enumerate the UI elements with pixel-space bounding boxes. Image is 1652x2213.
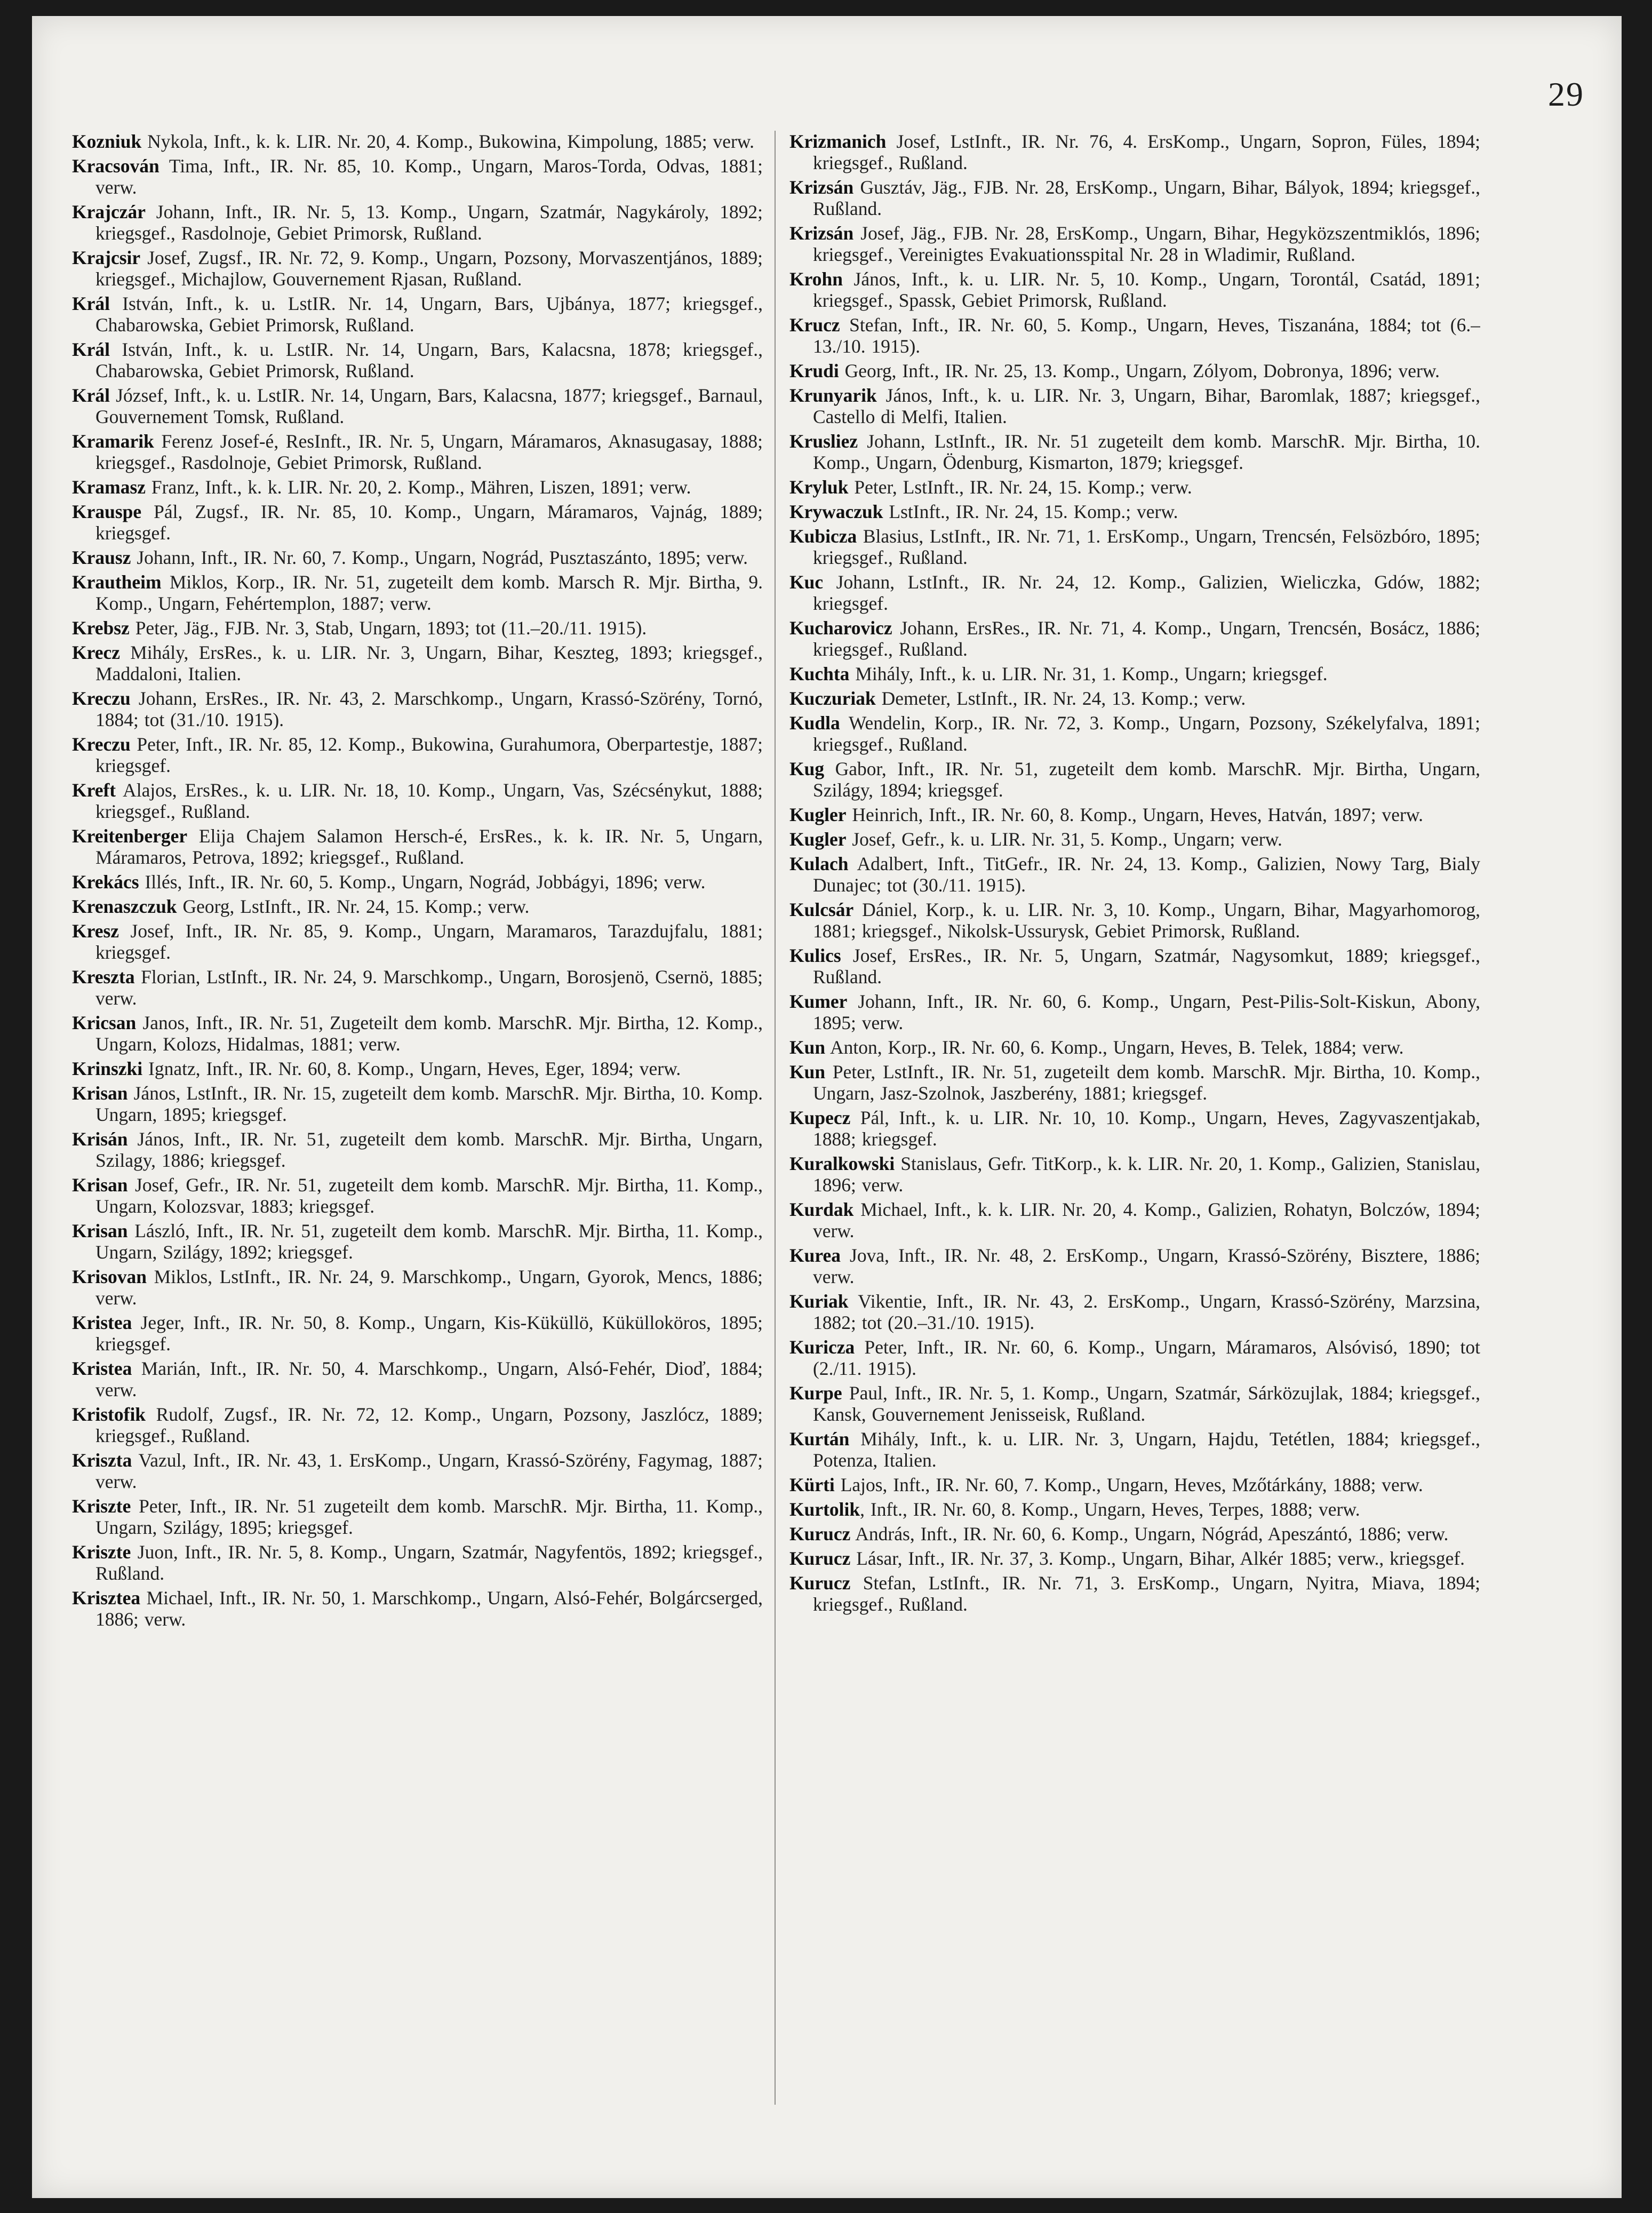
entry-surname: Kreft	[72, 779, 116, 801]
entry-surname: Kürti	[789, 1474, 835, 1495]
entry-details: Blasius, LstInft., IR. Nr. 71, 1. ErsKomp., Ungarn, Trencsén, Felsözbóro, 1895; kriegsgef., Rußland.	[813, 526, 1480, 568]
entry-surname: Krausz	[72, 547, 131, 568]
register-entry	[789, 853, 1480, 896]
register-entry	[72, 1220, 763, 1263]
entry-details: Paul, Inft., IR. Nr. 5, 1. Komp., Ungarn, Szatmár, Sárközujlak, 1884; kriegsgef., Kansk, Gouvernement Jenisseisk, Rußland.	[813, 1382, 1480, 1425]
entry-surname: Kurpe	[789, 1382, 842, 1404]
entry-surname: Král	[72, 339, 110, 360]
register-entry	[72, 339, 763, 381]
register-entry	[789, 1572, 1480, 1615]
entry-surname: Kurea	[789, 1245, 841, 1266]
entry-details: János, Inft., IR. Nr. 51, zugeteilt dem komb. MarschR. Mjr. Birtha, Ungarn, Szilagy, 1886; kriegsgef.	[95, 1128, 763, 1171]
entry-details: Mihály, Inft., k. u. LIR. Nr. 31, 1. Komp., Ungarn; kriegsgef.	[849, 663, 1328, 684]
entry-details: Miklos, Korp., IR. Nr. 51, zugeteilt dem komb. Marsch R. Mjr. Birtha, 9. Komp., Ungarn, Fehértemplon, 1887; verw.	[95, 571, 763, 614]
register-entry	[789, 431, 1480, 473]
register-entry	[789, 758, 1480, 801]
entry-surname: Kramarik	[72, 431, 154, 452]
register-entry	[72, 501, 763, 544]
entry-surname: Kreczu	[72, 734, 131, 755]
entry-details: Jova, Inft., IR. Nr. 48, 2. ErsKomp., Ungarn, Krassó-Szörény, Bisztere, 1886; verw.	[813, 1245, 1480, 1287]
register-entry	[789, 829, 1480, 850]
entry-surname: Krusliez	[789, 431, 858, 452]
entry-details: Josef, Gefr., k. u. LIR. Nr. 31, 5. Komp., Ungarn; verw.	[846, 829, 1282, 850]
register-entry	[72, 779, 763, 822]
entry-details: Alajos, ErsRes., k. u. LIR. Nr. 18, 10. Komp., Ungarn, Vas, Szécsénykut, 1888; kriegsgef., Rußland.	[95, 779, 763, 822]
register-entry	[72, 1266, 763, 1309]
entry-details: Adalbert, Inft., TitGefr., IR. Nr. 24, 13. Komp., Galizien, Nowy Targ, Bialy Dunajec; tot (30./11. 1915).	[813, 853, 1480, 896]
entry-surname: Krisovan	[72, 1266, 147, 1287]
register-entry	[789, 1382, 1480, 1425]
entry-surname: Krajcsir	[72, 247, 141, 268]
entry-surname: Kreczu	[72, 688, 131, 709]
register-entry	[72, 155, 763, 198]
register-entry	[72, 642, 763, 684]
register-entry	[789, 1061, 1480, 1104]
entry-details: Josef, Zugsf., IR. Nr. 72, 9. Komp., Ungarn, Pozsony, Morvaszentjános, 1889; kriegsgef., Michajlow, Gouvernement Rjasan, Rußland.	[95, 247, 763, 290]
register-entry	[789, 1199, 1480, 1241]
entry-surname: Kurucz	[789, 1523, 851, 1545]
page-number: 29	[1548, 75, 1584, 113]
entry-surname: Krunyarik	[789, 385, 877, 406]
register-entry	[72, 547, 763, 568]
register-entry	[789, 945, 1480, 988]
entry-details: Josef, Jäg., FJB. Nr. 28, ErsKomp., Ungarn, Bihar, Hegyközszentmiklós, 1896; kriegsgef., Vereinigtes Evakuationsspital Nr. 28 in Wladimir, Rußland.	[813, 222, 1480, 265]
entry-details: Mihály, Inft., k. u. LIR. Nr. 3, Ungarn, Hajdu, Tetétlen, 1884; kriegsgef., Potenza, Italien.	[813, 1428, 1480, 1471]
register-entry	[72, 825, 763, 868]
entry-surname: Kramasz	[72, 476, 146, 498]
entry-details: Stefan, Inft., IR. Nr. 60, 5. Komp., Ungarn, Heves, Tiszanána, 1884; tot (6.–13./10. 1915).	[813, 314, 1480, 357]
entry-surname: Kulcsár	[789, 899, 854, 920]
entry-surname: Kristea	[72, 1358, 132, 1379]
register-entry	[72, 476, 763, 498]
entry-details: Miklos, LstInft., IR. Nr. 24, 9. Marschkomp., Ungarn, Gyorok, Mencs, 1886; verw.	[95, 1266, 763, 1309]
entry-details: Michael, Inft., IR. Nr. 50, 1. Marschkomp., Ungarn, Alsó-Fehér, Bolgárcserged, 1886; verw.	[95, 1587, 763, 1630]
register-entry	[789, 1548, 1480, 1569]
entry-details: Illés, Inft., IR. Nr. 60, 5. Komp., Ungarn, Nográd, Jobbágyi, 1896; verw.	[139, 871, 706, 893]
entry-surname: Kurtolik	[789, 1499, 860, 1520]
entry-details: Heinrich, Inft., IR. Nr. 60, 8. Komp., Ungarn, Heves, Hatván, 1897; verw.	[846, 804, 1424, 825]
scanned-page	[32, 16, 1622, 2198]
register-entry	[789, 177, 1480, 219]
entry-details: Elija Chajem Salamon Hersch-é, ErsRes., k. k. IR. Nr. 5, Ungarn, Máramaros, Petrova, 1892; kriegsgef., Rußland.	[95, 825, 763, 868]
register-entry	[789, 268, 1480, 311]
entry-details: Stanislaus, Gefr. TitKorp., k. k. LIR. Nr. 20, 1. Komp., Galizien, Stanislau, 1896; verw.	[813, 1153, 1480, 1196]
register-entry	[72, 1450, 763, 1492]
entry-surname: Krucz	[789, 314, 840, 336]
entry-details: LstInft., IR. Nr. 24, 15. Komp.; verw.	[883, 501, 1178, 522]
register-entry	[72, 1012, 763, 1055]
entry-surname: Krisán	[72, 1128, 128, 1150]
entry-surname: Krisan	[72, 1174, 128, 1196]
entry-surname: Krekács	[72, 871, 139, 893]
register-entry	[72, 1128, 763, 1171]
entry-details: Tima, Inft., IR. Nr. 85, 10. Komp., Ungarn, Maros-Torda, Odvas, 1881; verw.	[95, 155, 763, 198]
entry-details: Johann, LstInft., IR. Nr. 24, 12. Komp., Galizien, Wieliczka, Gdów, 1882; kriegsgef.	[813, 571, 1480, 614]
entry-surname: Kriszte	[72, 1541, 131, 1563]
entry-surname: Krohn	[789, 268, 843, 290]
entry-details: Johann, Inft., IR. Nr. 5, 13. Komp., Ungarn, Szatmár, Nagykároly, 1892; kriegsgef., Rasdolnoje, Gebiet Primorsk, Rußland.	[95, 201, 763, 244]
entry-surname: Krywaczuk	[789, 501, 883, 522]
entry-surname: Kug	[789, 758, 825, 779]
entry-surname: Krecz	[72, 642, 120, 663]
entry-details: János, Inft., k. u. LIR. Nr. 3, Ungarn, Bihar, Baromlak, 1887; kriegsgef., Castello di Melfi, Italien.	[813, 385, 1480, 427]
register-entry	[789, 1428, 1480, 1471]
register-entry	[789, 526, 1480, 568]
entry-details: János, LstInft., IR. Nr. 15, zugeteilt dem komb. MarschR. Mjr. Birtha, 10. Komp. Ungarn, 1895; kriegsgef.	[95, 1082, 763, 1125]
entry-details: , Inft., IR. Nr. 60, 8. Komp., Ungarn, Heves, Terpes, 1888; verw.	[860, 1499, 1360, 1520]
entry-surname: Krauspe	[72, 501, 142, 522]
entry-surname: Krizmanich	[789, 131, 887, 152]
entry-details: Michael, Inft., k. k. LIR. Nr. 20, 4. Komp., Galizien, Rohatyn, Bolczów, 1894; verw.	[813, 1199, 1480, 1241]
entry-details: Peter, LstInft., IR. Nr. 24, 15. Komp.; verw.	[848, 476, 1192, 498]
entry-details: Johann, ErsRes., IR. Nr. 43, 2. Marschkomp., Ungarn, Krassó-Szörény, Tornó, 1884; tot (31./10. 1915).	[95, 688, 763, 730]
register-entry	[789, 712, 1480, 755]
entry-details: Johann, ErsRes., IR. Nr. 71, 4. Komp., Ungarn, Trencsén, Bosácz, 1886; kriegsgef., Rußland.	[813, 617, 1480, 660]
entry-details: Vazul, Inft., IR. Nr. 43, 1. ErsKomp., Ungarn, Krassó-Szörény, Fagymag, 1887; verw.	[95, 1450, 763, 1492]
entry-surname: Krizsán	[789, 222, 854, 244]
entry-surname: Kun	[789, 1061, 826, 1082]
right-column	[789, 131, 1480, 2105]
entry-surname: Kuricza	[789, 1336, 855, 1358]
entry-surname: Krebsz	[72, 617, 130, 639]
register-entry	[789, 663, 1480, 684]
register-entry	[72, 247, 763, 290]
register-entry	[789, 1499, 1480, 1520]
entry-details: Dániel, Korp., k. u. LIR. Nr. 3, 10. Komp., Ungarn, Bihar, Magyarhomorog, 1881; kriegsgef., Nikolsk-Ussurysk, Gebiet Primorsk, Rußland.	[813, 899, 1480, 942]
entry-details: Anton, Korp., IR. Nr. 60, 6. Komp., Ungarn, Heves, B. Telek, 1884; verw.	[825, 1037, 1404, 1058]
entry-details: Josef, LstInft., IR. Nr. 76, 4. ErsKomp., Ungarn, Sopron, Füles, 1894; kriegsgef., Rußland.	[813, 131, 1480, 173]
entry-surname: Kozniuk	[72, 131, 142, 152]
register-entry	[789, 1245, 1480, 1287]
register-entry	[72, 1404, 763, 1446]
entry-surname: Kudla	[789, 712, 840, 734]
entry-surname: Kracsován	[72, 155, 159, 177]
register-entry	[789, 617, 1480, 660]
entry-surname: Krajczár	[72, 201, 146, 222]
register-entry	[789, 571, 1480, 614]
entry-surname: Kriszta	[72, 1450, 132, 1471]
register-entry	[72, 1495, 763, 1538]
register-entry	[789, 501, 1480, 522]
entry-details: Gabor, Inft., IR. Nr. 51, zugeteilt dem komb. MarschR. Mjr. Birtha, Ungarn, Szilágy, 1894; kriegsgef.	[813, 758, 1480, 801]
register-entry	[72, 1312, 763, 1355]
entry-details: Lásar, Inft., IR. Nr. 37, 3. Komp., Ungarn, Bihar, Alkér 1885; verw., kriegsgef.	[850, 1548, 1465, 1569]
entry-surname: Kristea	[72, 1312, 132, 1333]
entry-details: Peter, Inft., IR. Nr. 85, 12. Komp., Bukowina, Gurahumora, Oberpartestje, 1887; kriegsgef.	[95, 734, 763, 776]
register-entry	[789, 991, 1480, 1033]
entry-details: Janos, Inft., IR. Nr. 51, Zugeteilt dem komb. MarschR. Mjr. Birtha, 12. Komp., Ungarn, Kolozs, Hidalmas, 1881; verw.	[95, 1012, 763, 1055]
entry-details: Demeter, LstInft., IR. Nr. 24, 13. Komp.; verw.	[875, 688, 1246, 709]
entry-surname: Krisan	[72, 1220, 128, 1241]
entry-surname: Kuczuriak	[789, 688, 876, 709]
entry-details: Wendelin, Korp., IR. Nr. 72, 3. Komp., Ungarn, Pozsony, Székelyfalva, 1891; kriegsgef., Rußland.	[813, 712, 1480, 755]
register-entry	[72, 431, 763, 473]
register-entry	[72, 920, 763, 963]
register-entry	[72, 688, 763, 730]
entry-details: Pál, Zugsf., IR. Nr. 85, 10. Komp., Ungarn, Máramaros, Vajnág, 1889; kriegsgef.	[95, 501, 763, 544]
register-entry	[72, 1174, 763, 1217]
entry-details: Stefan, LstInft., IR. Nr. 71, 3. ErsKomp., Ungarn, Nyitra, Miava, 1894; kriegsgef., Rußland.	[813, 1572, 1480, 1615]
entry-surname: Kuc	[789, 571, 824, 593]
register-entry	[72, 1541, 763, 1584]
entry-details: János, Inft., k. u. LIR. Nr. 5, 10. Komp., Ungarn, Torontál, Csatád, 1891; kriegsgef., Spassk, Gebiet Primorsk, Rußland.	[813, 268, 1480, 311]
entry-details: Pál, Inft., k. u. LIR. Nr. 10, 10. Komp., Ungarn, Heves, Zagyvaszentjakab, 1888; kriegsgef.	[813, 1107, 1480, 1150]
entry-details: Franz, Inft., k. k. LIR. Nr. 20, 2. Komp., Mähren, Liszen, 1891; verw.	[146, 476, 691, 498]
entry-surname: Kuriak	[789, 1291, 849, 1312]
register-entry	[72, 1058, 763, 1079]
register-entry	[789, 1037, 1480, 1058]
entry-details: Johann, Inft., IR. Nr. 60, 6. Komp., Ungarn, Pest-Pilis-Solt-Kiskun, Abony, 1895; verw.	[813, 991, 1480, 1033]
entry-details: Peter, Jäg., FJB. Nr. 3, Stab, Ungarn, 1893; tot (11.–20./11. 1915).	[129, 617, 647, 639]
entry-surname: Krinszki	[72, 1058, 143, 1079]
entry-details: Josef, Inft., IR. Nr. 85, 9. Komp., Ungarn, Maramaros, Tarazdujfalu, 1881; kriegsgef.	[95, 920, 763, 963]
entry-surname: Kumer	[789, 991, 848, 1012]
register-entry	[72, 1358, 763, 1400]
entry-details: Peter, LstInft., IR. Nr. 51, zugeteilt dem komb. MarschR. Mjr. Birtha, 10. Komp., Ungarn, Jasz-Szolnok, Jaszberény, 1881; kriegsgef.	[813, 1061, 1480, 1104]
register-entry	[789, 1474, 1480, 1495]
entry-details: József, Inft., k. u. LstIR. Nr. 14, Ungarn, Bars, Kalacsna, 1877; kriegsgef., Barnaul, Gouvernement Tomsk, Rußland.	[95, 385, 763, 427]
entry-details: Georg, Inft., IR. Nr. 25, 13. Komp., Ungarn, Zólyom, Dobronya, 1896; verw.	[839, 360, 1440, 381]
entry-surname: Kryluk	[789, 476, 849, 498]
register-entry	[789, 1523, 1480, 1545]
register-entry	[789, 360, 1480, 381]
entry-details: István, Inft., k. u. LstIR. Nr. 14, Ungarn, Bars, Kalacsna, 1878; kriegsgef., Chabarowska, Gebiet Primorsk, Rußland.	[95, 339, 763, 381]
entry-details: Johann, Inft., IR. Nr. 60, 7. Komp., Ungarn, Nográd, Pusztaszánto, 1895; verw.	[131, 547, 748, 568]
entry-details: Georg, LstInft., IR. Nr. 24, 15. Komp.; verw.	[177, 896, 530, 917]
register-entry	[789, 688, 1480, 709]
entry-surname: Kriszte	[72, 1495, 131, 1517]
entry-surname: Kreitenberger	[72, 825, 188, 847]
register-entry	[789, 131, 1480, 173]
entry-surname: Král	[72, 293, 110, 314]
register-entry	[789, 314, 1480, 357]
register-entry	[72, 131, 763, 152]
register-entry	[72, 1587, 763, 1630]
entry-surname: Kugler	[789, 804, 847, 825]
entry-details: Jeger, Inft., IR. Nr. 50, 8. Komp., Ungarn, Kis-Küküllö, Kükülloköros, 1895; kriegsgef.	[95, 1312, 763, 1355]
register-entry	[72, 617, 763, 639]
entry-surname: Kuralkowski	[789, 1153, 895, 1174]
register-entry	[789, 1153, 1480, 1196]
register-entry	[789, 1107, 1480, 1150]
register-entry	[72, 571, 763, 614]
entry-details: Rudolf, Zugsf., IR. Nr. 72, 12. Komp., Ungarn, Pozsony, Jaszlócz, 1889; kriegsgef., Rußland.	[95, 1404, 763, 1446]
entry-details: Mihály, ErsRes., k. u. LIR. Nr. 3, Ungarn, Bihar, Keszteg, 1893; kriegsgef., Maddaloni, Italien.	[95, 642, 763, 684]
entry-surname: Kurtán	[789, 1428, 850, 1450]
register-entry	[789, 804, 1480, 825]
entry-surname: Krizsán	[789, 177, 854, 198]
entry-surname: Kristofik	[72, 1404, 146, 1425]
entry-details: Vikentie, Inft., IR. Nr. 43, 2. ErsKomp., Ungarn, Krassó-Szörény, Marzsina, 1882; tot (20.–31./10. 1915).	[813, 1291, 1480, 1333]
entry-surname: Kresz	[72, 920, 119, 942]
column-divider	[775, 131, 776, 2105]
register-entry	[72, 1082, 763, 1125]
register-entry	[789, 385, 1480, 427]
register-entry	[789, 476, 1480, 498]
register-entry	[72, 293, 763, 336]
entry-surname: Kurdak	[789, 1199, 854, 1220]
register-entry	[72, 896, 763, 917]
entry-surname: Kulics	[789, 945, 841, 966]
entry-surname: Kuchta	[789, 663, 850, 684]
entry-details: Josef, Gefr., IR. Nr. 51, zugeteilt dem komb. MarschR. Mjr. Birtha, 11. Komp., Ungarn, Kolozsvar, 1883; kriegsgef.	[95, 1174, 763, 1217]
entry-details: András, Inft., IR. Nr. 60, 6. Komp., Ungarn, Nógrád, Apeszántó, 1886; verw.	[850, 1523, 1449, 1545]
entry-details: Johann, LstInft., IR. Nr. 51 zugeteilt dem komb. MarschR. Mjr. Birtha, 10. Komp., Ungarn, Ödenburg, Kismarton, 1879; kriegsgef.	[813, 431, 1480, 473]
entry-details: Nykola, Inft., k. k. LIR. Nr. 20, 4. Komp., Bukowina, Kimpolung, 1885; verw.	[141, 131, 754, 152]
entry-surname: Kugler	[789, 829, 847, 850]
entry-details: Lajos, Inft., IR. Nr. 60, 7. Komp., Ungarn, Heves, Mzőtárkány, 1888; verw.	[834, 1474, 1423, 1495]
entry-surname: Kricsan	[72, 1012, 137, 1033]
register-entry	[72, 871, 763, 893]
entry-details: Marián, Inft., IR. Nr. 50, 4. Marschkomp., Ungarn, Alsó-Fehér, Dioď, 1884; verw.	[95, 1358, 763, 1400]
entry-surname: Kubicza	[789, 526, 857, 547]
register-entry	[72, 966, 763, 1009]
entry-details: Josef, ErsRes., IR. Nr. 5, Ungarn, Szatmár, Nagysomkut, 1889; kriegsgef., Rußland.	[813, 945, 1480, 988]
entry-details: Ferenz Josef-é, ResInft., IR. Nr. 5, Ungarn, Máramaros, Aknasugasay, 1888; kriegsgef., Rasdolnoje, Gebiet Primorsk, Rußland.	[95, 431, 763, 473]
register-entry	[789, 222, 1480, 265]
register-entry	[72, 385, 763, 427]
entry-details: Florian, LstInft., IR. Nr. 24, 9. Marschkomp., Ungarn, Borosjenö, Csernö, 1885; verw.	[95, 966, 763, 1009]
entry-surname: Kucharovicz	[789, 617, 892, 639]
entry-details: Peter, Inft., IR. Nr. 51 zugeteilt dem komb. MarschR. Mjr. Birtha, 11. Komp., Ungarn, Szilágy, 1895; kriegsgef.	[95, 1495, 763, 1538]
entry-surname: Krisztea	[72, 1587, 141, 1609]
entry-surname: Krisan	[72, 1082, 128, 1104]
entry-details: Ignatz, Inft., IR. Nr. 60, 8. Komp., Ungarn, Heves, Eger, 1894; verw.	[142, 1058, 681, 1079]
entry-details: László, Inft., IR. Nr. 51, zugeteilt dem komb. MarschR. Mjr. Birtha, 11. Komp., Ungarn, Szilágy, 1892; kriegsgef.	[95, 1220, 763, 1263]
entry-details: Gusztáv, Jäg., FJB. Nr. 28, ErsKomp., Ungarn, Bihar, Bályok, 1894; kriegsgef., Rußland.	[813, 177, 1480, 219]
register-entry	[789, 899, 1480, 942]
entry-surname: Kun	[789, 1037, 826, 1058]
entry-surname: Kurucz	[789, 1548, 851, 1569]
register-entry	[789, 1291, 1480, 1333]
entry-surname: Krudi	[789, 360, 839, 381]
entry-surname: Kupecz	[789, 1107, 851, 1128]
register-entry	[789, 1336, 1480, 1379]
entry-surname: Kurucz	[789, 1572, 851, 1594]
entry-surname: Kulach	[789, 853, 849, 874]
left-column	[72, 131, 763, 2105]
register-entry	[72, 201, 763, 244]
entry-surname: Kreszta	[72, 966, 135, 988]
entry-details: István, Inft., k. u. LstIR. Nr. 14, Ungarn, Bars, Ujbánya, 1877; kriegsgef., Chabarowska, Gebiet Primorsk, Rußland.	[95, 293, 763, 336]
entry-surname: Krenaszczuk	[72, 896, 177, 917]
register-entry	[72, 734, 763, 776]
entry-surname: Král	[72, 385, 110, 406]
entry-details: Peter, Inft., IR. Nr. 60, 6. Komp., Ungarn, Máramaros, Alsóvisó, 1890; tot (2./11. 1915).	[813, 1336, 1480, 1379]
entry-details: Juon, Inft., IR. Nr. 5, 8. Komp., Ungarn, Szatmár, Nagyfentös, 1892; kriegsgef., Rußland.	[95, 1541, 763, 1584]
entry-surname: Krautheim	[72, 571, 162, 593]
